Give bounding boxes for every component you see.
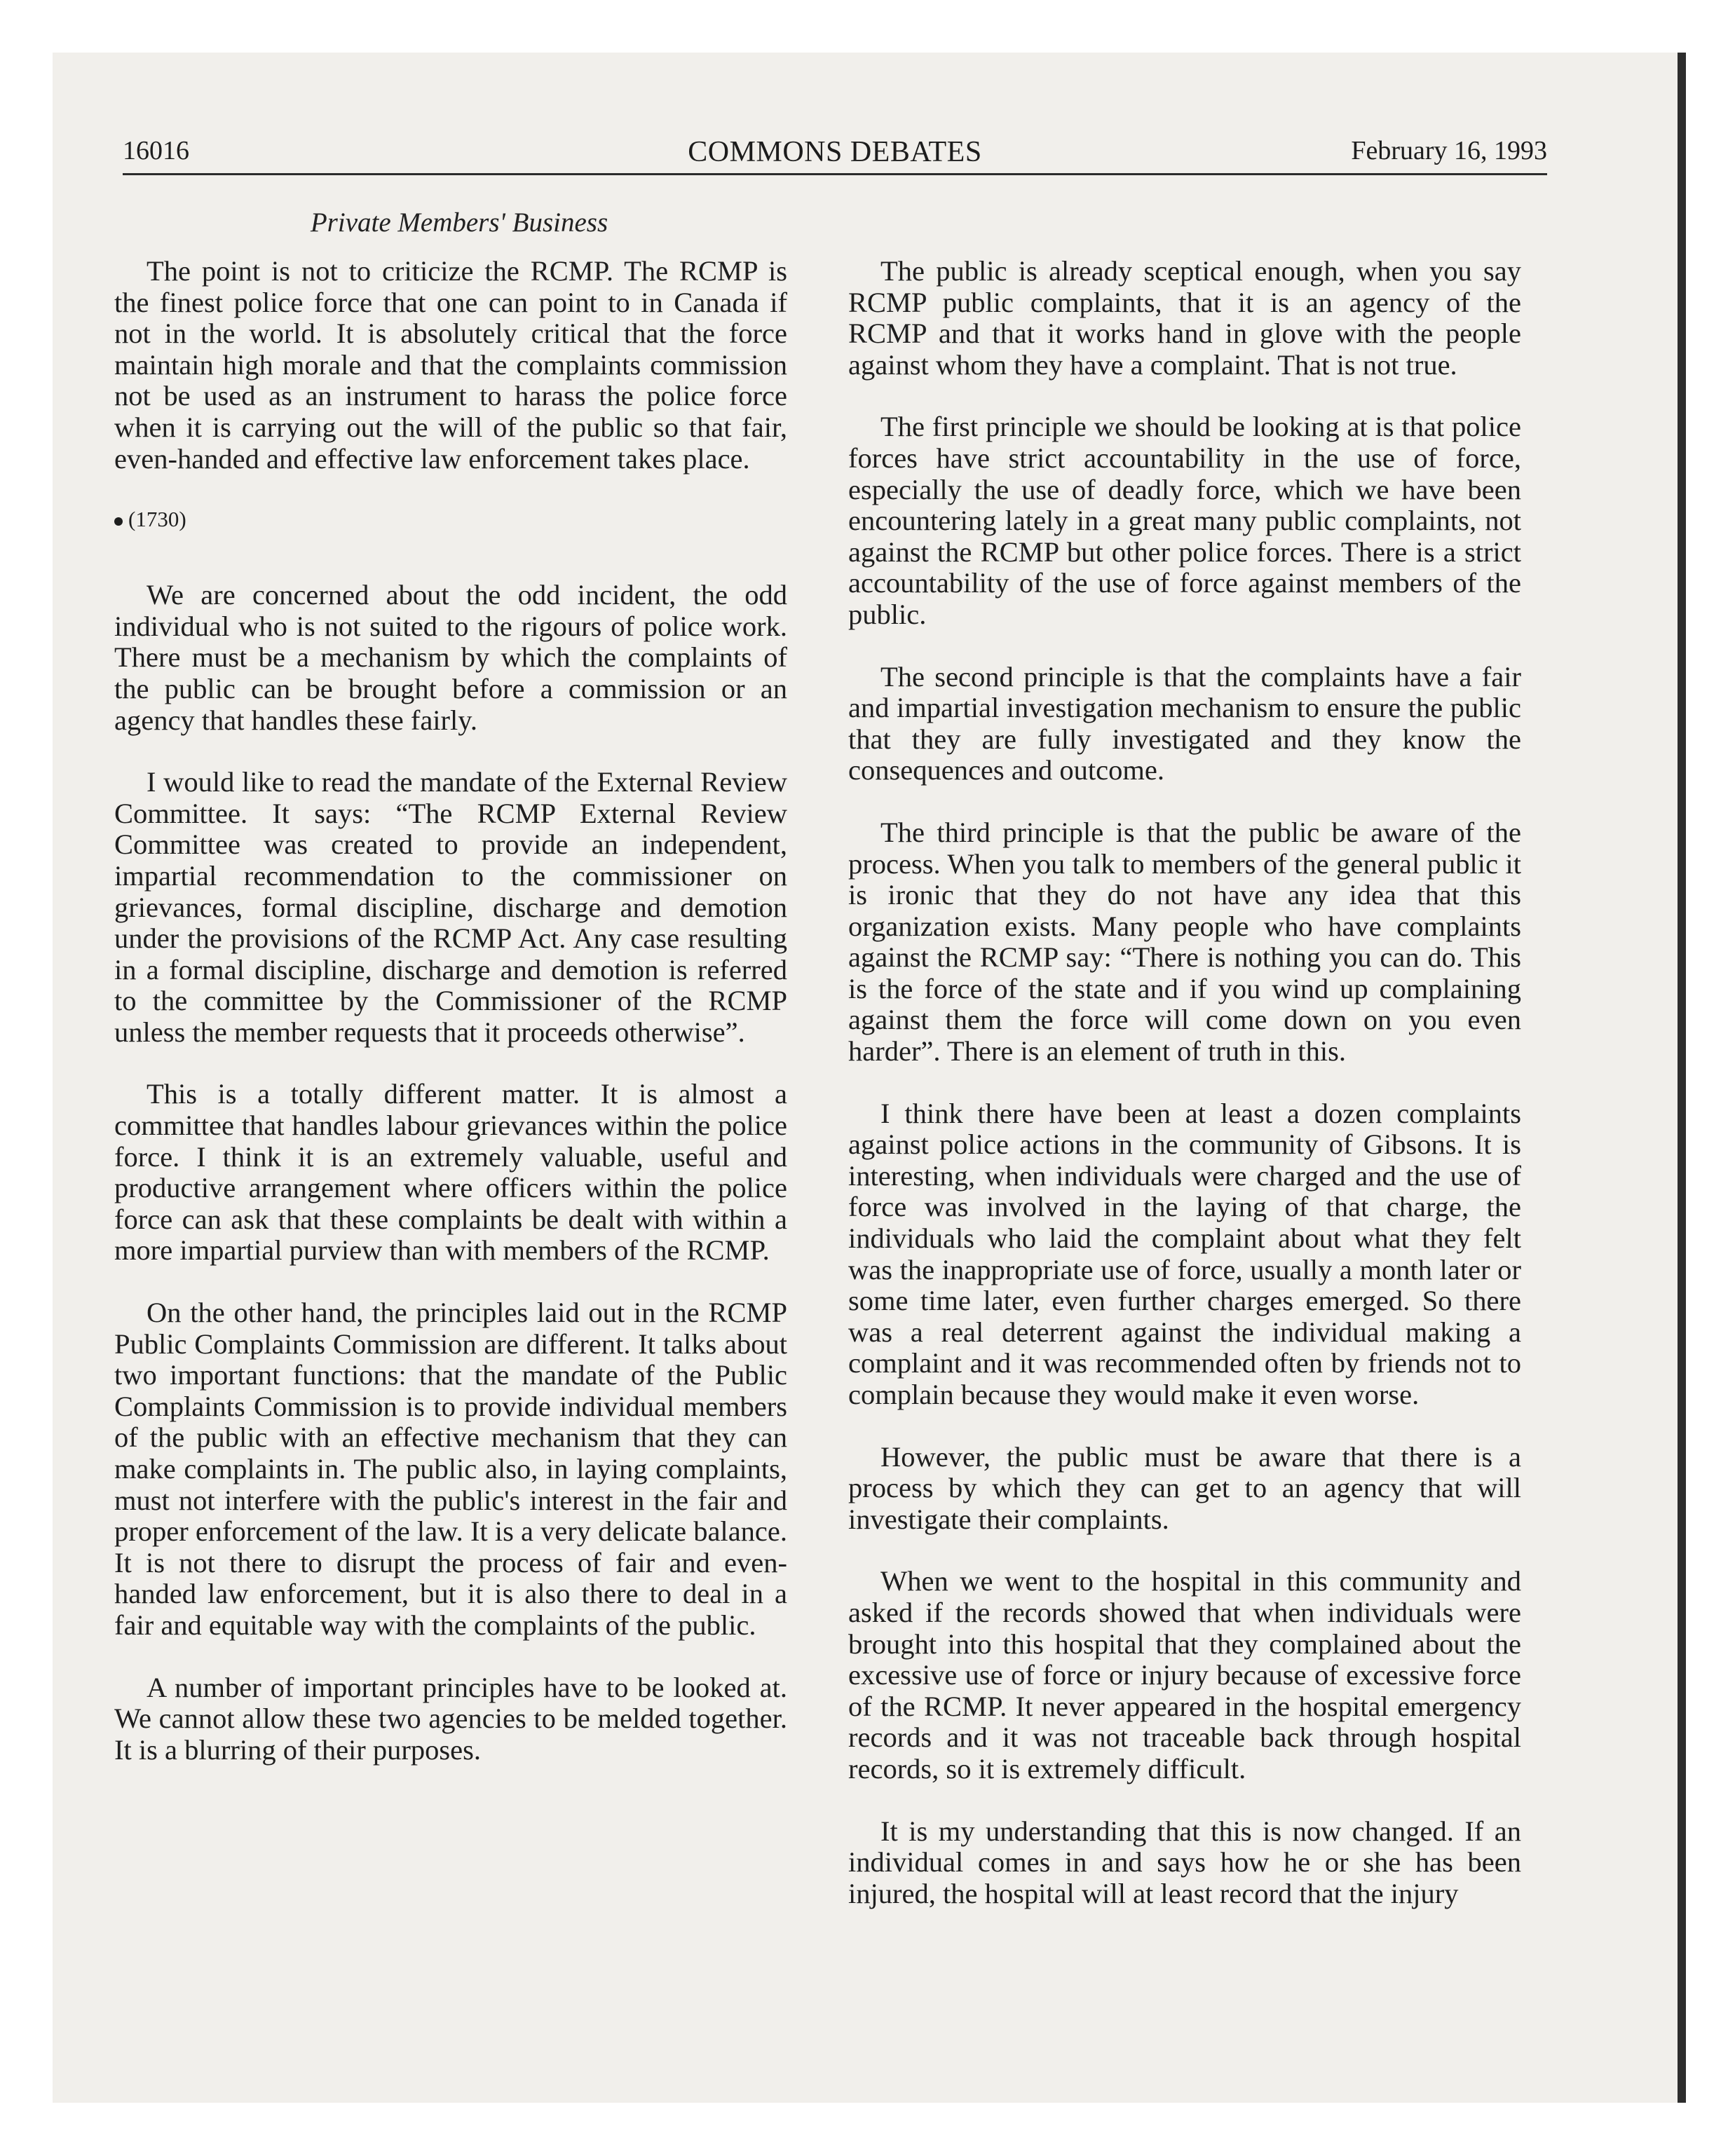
header-rule <box>123 173 1547 175</box>
bullet-icon <box>114 517 123 526</box>
paragraph: However, the public must be aware that there is a process by which they can get to an agency that will investigate their complaints. <box>848 1440 1521 1535</box>
page-number: 16016 <box>123 136 189 165</box>
journal-title: COMMONS DEBATES <box>688 136 982 168</box>
paragraph: This is a totally different matter. It is almost a committee that handles labour grievances within the police force. I think it is an extremely valuable, useful and productive arrangement where officers within the police force can ask that these complaints be dealt with within a more impartial purview than with members of the RCMP. <box>114 1078 787 1267</box>
paragraph: The point is not to criticize the RCMP. The RCMP is the finest police force that one can point to in Canada if not in the world. It is absolutely critical that the force maintain high morale and that the complaints commission not be used as an instrument to harass the police force when it is carrying out the will of the public so that fair, even-handed and effective law enforcement takes place. <box>114 255 787 475</box>
section-heading: Private Members' Business <box>310 207 608 238</box>
paragraph: I think there have been at least a dozen complaints against police actions in the community of Gibsons. It is interesting, when individuals were charged and the use of force was involved in the laying of that charge, the individuals who laid the complaint about what they felt was the inappropriate use of force, usually a month later or some time later, even further charges emerged. So there was a real deterrent against the individual making a complaint and it was recommended often by friends not to complain because they would make it even worse. <box>848 1097 1521 1410</box>
paragraph: The third principle is that the public be aware of the process. When you talk to members of the general public it is ironic that they do not have any idea that this organization exists. Many people who have complaints against the RCMP say: “There is nothing you can do. This is the force of the state and if you wind up complaining against them the force will come down on you even harder”. There is an element of truth in this. <box>848 816 1521 1067</box>
paragraph: I would like to read the mandate of the External Review Committee. It says: “The RCMP External Review Committee was created to provide an independent, impartial recommendation to the commissioner on grievances, formal discipline, discharge and demotion under the provisions of the RCMP Act. Any case resulting in a formal discipline, discharge and demotion is referred to the committee by the Commissioner of the RCMP unless the member requests that it proceeds otherwise”. <box>114 766 787 1048</box>
paragraph: We are concerned about the odd incident, the odd individual who is not suited to the rigours of police work. There must be a mechanism by which the complaints of the public can be brought before a commission or an agency that handles these fairly. <box>114 579 787 736</box>
paragraph: The first principle we should be looking at is that police forces have strict accountability in the use of force, especially the use of deadly force, which we have been encountering lately in a great many public complaints, not against the RCMP but other police forces. There is a strict accountability of the use of force against members of the public. <box>848 411 1521 630</box>
paragraph: The second principle is that the complaints have a fair and impartial investigation mechanism to ensure the public that they are fully investigated and they know the consequences and outcome. <box>848 660 1521 786</box>
scan-edge-shadow <box>1678 53 1686 2103</box>
paragraph: The public is already sceptical enough, when you say RCMP public complaints, that it is an agency of the RCMP and that it works hand in glove with the people against whom they have a complaint. That is not true. <box>848 255 1521 381</box>
page-date: February 16, 1993 <box>1351 136 1547 165</box>
paragraph: It is my understanding that this is now changed. If an individual comes in and says how he or she has been injured, the hospital will at least record that the injury <box>848 1815 1521 1909</box>
time-marker <box>114 505 787 533</box>
paragraph: When we went to the hospital in this community and asked if the records showed that when individuals were brought into this hospital that they complained about the excessive use of force or injury because of excessive force of the RCMP. It never appeared in the hospital emergency records and it was not traceable back through hospital records, so it is extremely difficult. <box>848 1565 1521 1785</box>
paragraph: On the other hand, the principles laid out in the RCMP Public Complaints Commission are different. It talks about two important functions: that the mandate of the Public Complaints Commission is to provide individual members of the public with an effective mechanism that they can make complaints in. The public also, in laying complaints, must not interfere with the public's interest in the fair and proper enforcement of the law. It is a very delicate balance. It is not there to disrupt the process of fair and even-handed law enforcement, but it is also there to deal in a fair and equitable way with the complaints of the public. <box>114 1297 787 1641</box>
running-header <box>123 135 1547 177</box>
left-column <box>114 256 787 1796</box>
scanned-page <box>53 53 1686 2103</box>
time-marker-text: (1730) <box>128 507 186 532</box>
paragraph: A number of important principles have to be looked at. We cannot allow these two agencies to be melded together. It is a blurring of their purposes. <box>114 1671 787 1766</box>
right-column <box>848 256 1521 1940</box>
